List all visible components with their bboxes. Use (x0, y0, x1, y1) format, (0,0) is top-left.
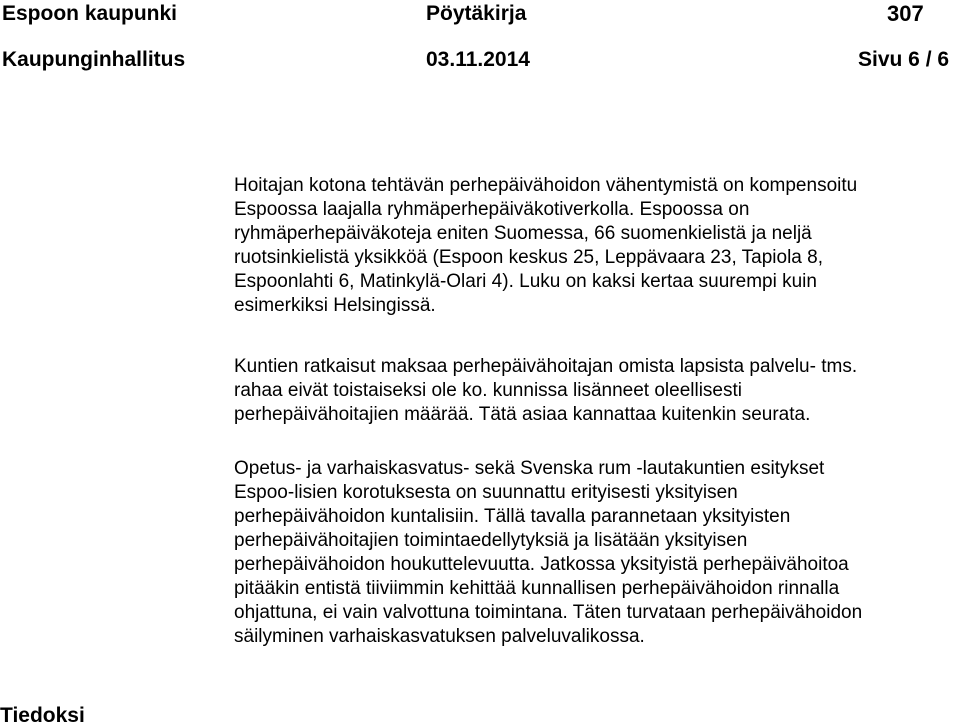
text-line: Kuntien ratkaisut maksaa perhepäivähoitajan omista lapsista palvelu- tms. (234, 356, 858, 377)
text-line: ryhmäperhepäiväkoteja eniten Suomessa, 66 suomenkielistä ja neljä (234, 223, 812, 244)
document-type: Pöytäkirja (426, 2, 527, 25)
paragraph-3 (234, 457, 958, 649)
text-line: esimerkiksi Helsingissä. (234, 295, 436, 316)
board-name: Kaupunginhallitus (2, 48, 186, 71)
paragraph-1 (234, 174, 958, 318)
text-line: Hoitajan kotona tehtävän perhepäivähoidon vähentymistä on kompensoitu (234, 175, 858, 196)
text-line: perhepäivähoitajien toimintaedellytyksiä ja lisätään yksityisen (234, 530, 748, 551)
city-name: Espoon kaupunki (2, 2, 178, 25)
text-line: Espoo-lisien korotuksesta on suunnattu erityisesti yksityisen (234, 482, 738, 503)
text-line: pitääkin entistä tiiviimmin kehittää kunnallisen perhepäivähoidon rinnalla (234, 578, 840, 599)
page-number: Sivu 6 / 6 (858, 48, 950, 71)
text-line: säilyminen varhaiskasvatuksen palveluvalikossa. (234, 626, 645, 647)
text-line: perhepäivähoidon kuntalisiin. Tällä tavalla parannetaan yksityisten (234, 506, 791, 527)
text-line: rahaa eivät toistaiseksi ole ko. kunnissa lisänneet oleellisesti (234, 380, 742, 401)
text-line: perhepäivähoidon houkuttelevuutta. Jatkossa yksityistä perhepäivähoitoa (234, 554, 849, 575)
paragraph-2 (234, 355, 958, 427)
text-line: ruotsinkielistä yksikköä (Espoon keskus 25, Leppävaara 23, Tapiola 8, (234, 247, 823, 268)
section-number: 307 (887, 1, 924, 26)
distribution-heading: Tiedoksi (0, 704, 85, 727)
text-line: perhepäivähoitajien määrää. Tätä asiaa kannattaa kuitenkin seurata. (234, 404, 811, 425)
text-line: Espoossa laajalla ryhmäperhepäiväkotiverkolla. Espoossa on (234, 199, 750, 220)
text-line: Espoonlahti 6, Matinkylä-Olari 4). Luku on kaksi kertaa suurempi kuin (234, 271, 817, 292)
text-line: ohjattuna, ei vain valvottuna toimintana. Täten turvataan perhepäivähoidon (234, 602, 863, 623)
meeting-date: 03.11.2014 (426, 48, 530, 71)
text-line: Opetus- ja varhaiskasvatus- sekä Svenska rum -lautakuntien esitykset (234, 458, 825, 479)
